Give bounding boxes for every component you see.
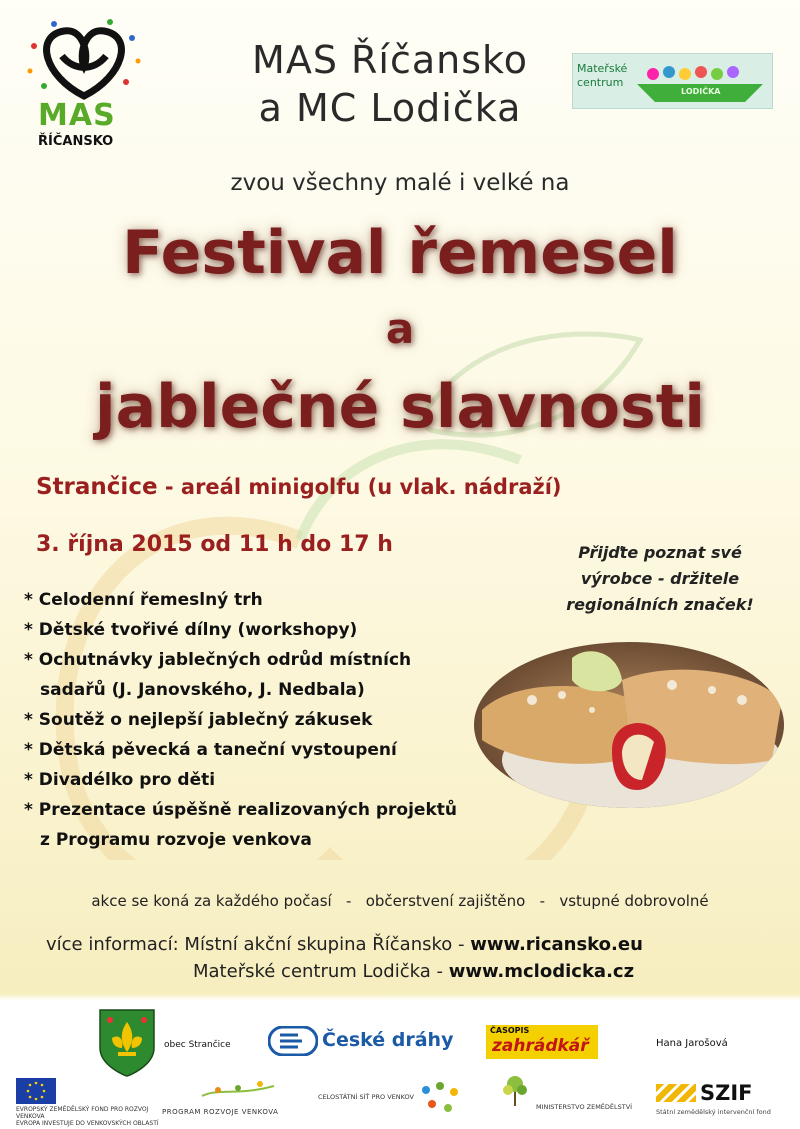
title-line-2: a: [385, 304, 415, 353]
mc-lodicka-logo: [572, 53, 773, 109]
program-item: * Soutěž o nejlepší jablečný zákusek: [24, 710, 373, 730]
program-item: * Ochutnávky jablečných odrůd místních: [24, 650, 412, 670]
sponsor-szif: SZIF: [700, 1081, 753, 1105]
prv-leaves-icon: [198, 1076, 278, 1104]
tagline-line-2: výrobce - držitele: [580, 569, 740, 588]
date-time: 3. října 2015 od 11 h do 17 h: [36, 532, 393, 557]
mas-logo-word: MAS: [38, 98, 116, 133]
pretzel-icon: [24, 16, 144, 106]
title-line-1: Festival řemesel: [122, 218, 678, 288]
invite-line: zvou všechny malé i velké na: [230, 170, 570, 196]
program-item: * Dětská pěvecká a taneční vystoupení: [24, 740, 397, 760]
eu-flag-icon: [16, 1078, 56, 1104]
css-dots-icon: [418, 1080, 464, 1116]
mas-logo-sub: ŘÍČANSKO: [38, 134, 114, 149]
sponsor-mze: MINISTERSTVO ZEMĚDĚLSTVÍ: [536, 1103, 633, 1111]
title-line-3: jablečné slavnosti: [95, 372, 705, 442]
sponsor-obec: obec Strančice: [164, 1040, 231, 1050]
more-info-text-2: Mateřské centrum Lodička -: [193, 961, 449, 982]
location-rest: - areál minigolfu (u vlak. nádraží): [157, 475, 562, 499]
more-info-line-1: [46, 934, 643, 955]
ceske-drahy-icon: [268, 1026, 318, 1056]
eu-text-line-1: EVROPSKÝ ZEMĚDĚLSKÝ FOND PRO ROZVOJ VENKOVA: [16, 1106, 149, 1120]
program-item: * Celodenní řemeslný trh: [24, 590, 263, 610]
boat-icon: [633, 58, 769, 106]
apple-strudel-photo: [472, 640, 787, 810]
mc-logo-line2: centrum: [577, 76, 624, 89]
zahradkar-name: zahrádkář: [492, 1036, 589, 1056]
zahradkar-top: ČASOPIS: [490, 1026, 530, 1035]
organizer-line-1: MAS Říčansko: [252, 38, 528, 82]
tagline-line-1: Přijďte poznat své: [578, 543, 742, 562]
organizer-line-2: a MC Lodička: [258, 86, 522, 130]
program-item: z Programu rozvoje venkova: [40, 830, 312, 850]
mas-logo: [24, 16, 144, 156]
more-info-text-1: více informací: Místní akční skupina Říčansko -: [46, 934, 471, 955]
sponsor-hana: Hana Jarošová: [656, 1038, 728, 1049]
eu-text: [16, 1106, 166, 1127]
mc-logo-line1: Mateřské: [577, 62, 628, 75]
link-ricansko[interactable]: www.ricansko.eu: [470, 934, 643, 955]
program-item: * Prezentace úspěšně realizovaných projektů: [24, 800, 457, 820]
program-item: sadařů (J. Janovského, J. Nedbala): [40, 680, 365, 700]
tagline-line-3: regionálních značek!: [566, 595, 754, 614]
eu-text-line-2: EVROPA INVESTUJE DO VENKOVSKÝCH OBLASTÍ: [16, 1120, 159, 1127]
link-mclodicka[interactable]: www.mclodicka.cz: [448, 961, 635, 982]
program-item: * Dětské tvořivé dílny (workshopy): [24, 620, 358, 640]
sponsor-ceske-drahy: České dráhy: [322, 1029, 454, 1051]
organizers-heading: [180, 38, 600, 130]
location-place: Strančice: [36, 474, 158, 500]
mze-tree-icon: [500, 1074, 530, 1108]
program-item: * Divadélko pro děti: [24, 770, 216, 790]
mc-logo-boat-text: LODIČKA: [681, 87, 721, 96]
tagline: [540, 540, 780, 618]
event-notes: akce se koná za každého počasí - občerstvení zajištěno - vstupné dobrovolné: [91, 892, 709, 910]
sponsor-prv: PROGRAM ROZVOJE VENKOVA: [162, 1108, 279, 1116]
location: [36, 474, 562, 500]
szif-stripes-icon: [656, 1084, 696, 1102]
sponsor-css: CELOSTÁTNÍ SÍŤ PRO VENKOV: [318, 1093, 414, 1101]
sponsor-szif-sub: Státní zemědělský intervenční fond: [656, 1108, 771, 1116]
program-list: [24, 585, 494, 855]
strancice-coat-of-arms-icon: [98, 1008, 156, 1078]
more-info-line-2: [193, 961, 634, 982]
zahradkar-logo: [486, 1025, 598, 1059]
